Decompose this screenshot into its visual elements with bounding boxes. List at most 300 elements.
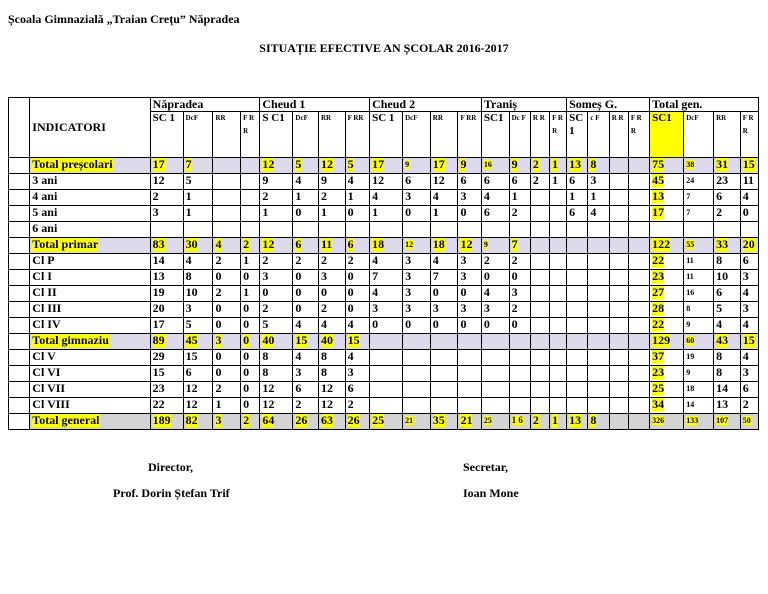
value-cell [650, 158, 684, 174]
value-text: 0 [432, 285, 439, 299]
value-cell [403, 382, 431, 398]
value-text: 2 [532, 413, 539, 427]
value-text: 12 [185, 397, 198, 411]
value-text: 0 [215, 317, 222, 331]
value-cell [481, 238, 509, 254]
row-label [30, 334, 150, 350]
row-label: Cl VII [30, 382, 150, 398]
value-cell [481, 350, 509, 366]
value-cell [345, 174, 370, 190]
value-text: 2 [320, 301, 327, 315]
table-row [9, 238, 759, 254]
value-cell [403, 254, 431, 270]
value-cell [530, 302, 549, 318]
value-cell [588, 318, 609, 334]
value-cell [345, 382, 370, 398]
value-text: 1 [185, 189, 192, 203]
value-cell [550, 254, 567, 270]
value-cell [650, 366, 684, 382]
value-cell [650, 398, 684, 414]
value-text: 326 [652, 416, 665, 425]
value-text: 0 [511, 317, 518, 331]
value-cell [345, 350, 370, 366]
value-cell [213, 270, 241, 286]
value-cell [628, 302, 649, 318]
value-cell [293, 206, 319, 222]
value-text: 22 [152, 397, 165, 411]
value-cell [714, 206, 741, 222]
subheader-cell: R R [530, 112, 549, 158]
value-cell [345, 286, 370, 302]
value-text: 4 [432, 189, 439, 203]
value-text: 7 [511, 237, 518, 251]
value-text: 0 [405, 317, 412, 331]
value-text: 0 [215, 349, 222, 363]
value-text: 7 [372, 269, 379, 283]
value-cell [150, 190, 183, 206]
value-cell [430, 398, 458, 414]
value-text: 1 [511, 189, 518, 203]
value-text: 1 [243, 285, 250, 299]
value-text: 8 [320, 365, 327, 379]
value-cell [150, 254, 183, 270]
subheader-cell: F R R [628, 112, 649, 158]
value-text: 5 [716, 301, 723, 315]
value-cell [740, 174, 758, 190]
group-total-gen: Total gen. [650, 98, 759, 112]
value-cell [609, 302, 628, 318]
subheader-cell: SC1 [481, 112, 509, 158]
value-text: 6 [295, 237, 302, 251]
value-cell [370, 270, 403, 286]
value-text: 9 [686, 368, 691, 377]
value-cell [684, 382, 714, 398]
value-text: 4 [716, 317, 723, 331]
value-cell [714, 366, 741, 382]
value-cell [260, 350, 293, 366]
value-text: 12 [262, 237, 275, 251]
value-text: 19 [686, 352, 695, 361]
value-text: 8 [590, 413, 597, 427]
value-cell [550, 222, 567, 238]
subheader-cell: DcF [684, 112, 714, 158]
value-text: 0 [511, 269, 518, 283]
value-text: 3 [511, 285, 518, 299]
row-label [30, 414, 150, 430]
value-cell [345, 238, 370, 254]
value-cell [550, 270, 567, 286]
group-tranis: Traniș [481, 98, 566, 112]
value-cell [684, 174, 714, 190]
value-text: 2 [511, 205, 518, 219]
value-text: 27 [652, 285, 665, 299]
value-cell [430, 318, 458, 334]
value-cell [740, 318, 758, 334]
value-cell [509, 334, 530, 350]
value-cell [183, 222, 213, 238]
value-text: 18 [686, 384, 695, 393]
value-cell [588, 350, 609, 366]
blank-cell [9, 350, 30, 366]
value-cell [403, 222, 431, 238]
value-cell [183, 302, 213, 318]
value-cell [150, 238, 183, 254]
value-cell [481, 206, 509, 222]
value-text: 4 [742, 285, 749, 299]
subheader-cell: DcF [293, 112, 319, 158]
value-cell [550, 382, 567, 398]
value-cell [150, 206, 183, 222]
value-cell [403, 350, 431, 366]
value-cell [567, 206, 588, 222]
value-cell [684, 238, 714, 254]
value-text: 14 [152, 253, 165, 267]
value-text: 6 [511, 173, 518, 187]
value-text: 0 [347, 269, 354, 283]
row-label: 6 ani [30, 222, 150, 238]
value-cell [183, 254, 213, 270]
table-row [9, 190, 759, 206]
value-cell [458, 270, 481, 286]
value-text: 5 [185, 317, 192, 331]
subheader-cell: SC 1 [150, 112, 183, 158]
value-cell [318, 286, 345, 302]
value-text: 13 [652, 189, 665, 203]
value-cell [567, 302, 588, 318]
value-text: 20 [152, 301, 165, 315]
value-text: 6 [347, 237, 354, 251]
value-cell [628, 190, 649, 206]
value-cell [430, 366, 458, 382]
value-cell [150, 318, 183, 334]
row-label: Cl V [30, 350, 150, 366]
value-cell [430, 382, 458, 398]
blank-cell [9, 318, 30, 334]
value-cell [509, 350, 530, 366]
value-cell [213, 286, 241, 302]
value-text: 0 [347, 301, 354, 315]
value-cell [628, 318, 649, 334]
value-cell [430, 334, 458, 350]
value-cell [345, 222, 370, 238]
value-text: 5 [185, 173, 192, 187]
value-cell [509, 254, 530, 270]
value-cell [628, 366, 649, 382]
table-row [9, 270, 759, 286]
value-text: 15 [742, 157, 755, 171]
value-cell [318, 174, 345, 190]
value-text: 0 [243, 317, 250, 331]
subheader-cell: S C1 [260, 112, 293, 158]
value-text: 82 [185, 413, 198, 427]
subheader-cell: RR [714, 112, 741, 158]
value-text: 22 [652, 317, 665, 331]
value-cell [430, 254, 458, 270]
value-text: 12 [152, 173, 165, 187]
group-somes-g: Someș G. [567, 98, 650, 112]
value-cell [150, 334, 183, 350]
value-cell [403, 286, 431, 302]
value-cell [458, 158, 481, 174]
value-cell [530, 318, 549, 334]
value-text: 17 [652, 205, 665, 219]
value-cell [260, 302, 293, 318]
value-cell [318, 382, 345, 398]
subheader-cell: F R R [241, 112, 260, 158]
value-text: 26 [295, 413, 308, 427]
row-label: Cl II [30, 286, 150, 302]
value-cell [650, 190, 684, 206]
value-text: 6 [716, 285, 723, 299]
blank-cell [9, 158, 30, 174]
value-text: 13 [716, 397, 729, 411]
value-cell [345, 158, 370, 174]
value-cell [241, 190, 260, 206]
value-text: 7 [432, 269, 439, 283]
value-text: 6 [460, 173, 467, 187]
value-cell [213, 206, 241, 222]
row-label: Cl I [30, 270, 150, 286]
value-text: 64 [262, 413, 275, 427]
value-text: 12 [372, 173, 385, 187]
value-cell [403, 318, 431, 334]
value-text: 3 [742, 365, 749, 379]
subheader-cell: F R R [550, 112, 567, 158]
value-cell [628, 398, 649, 414]
value-cell [260, 174, 293, 190]
value-cell [213, 222, 241, 238]
value-text: 3 [483, 301, 490, 315]
value-text: 17 [372, 157, 385, 171]
value-cell [430, 286, 458, 302]
value-text: 55 [686, 240, 695, 249]
group-napradea: Năpradea [150, 98, 260, 112]
value-cell [714, 382, 741, 398]
value-cell [530, 206, 549, 222]
value-cell [403, 190, 431, 206]
subheader-cell: Dc F [509, 112, 530, 158]
value-text: 13 [569, 413, 582, 427]
value-cell [430, 302, 458, 318]
value-cell [530, 334, 549, 350]
value-cell [588, 206, 609, 222]
value-text: 9 [483, 240, 488, 249]
subheader-cell: RR [318, 112, 345, 158]
value-text: 8 [686, 304, 691, 313]
value-cell [260, 254, 293, 270]
value-text: 37 [652, 349, 665, 363]
value-text: 43 [716, 333, 729, 347]
value-cell [370, 318, 403, 334]
director-title: Director, [148, 460, 193, 474]
value-cell [609, 206, 628, 222]
value-cell [609, 286, 628, 302]
value-text: 133 [686, 416, 699, 425]
value-text: 2 [532, 173, 539, 187]
value-cell [260, 366, 293, 382]
value-cell [740, 350, 758, 366]
value-text: 40 [262, 333, 275, 347]
value-cell [458, 254, 481, 270]
value-text: 4 [215, 237, 222, 251]
value-text: 3 [372, 301, 379, 315]
value-cell [403, 158, 431, 174]
value-cell [550, 318, 567, 334]
value-cell [567, 286, 588, 302]
value-cell [318, 302, 345, 318]
value-text: 2 [215, 381, 222, 395]
value-text: 12 [320, 397, 333, 411]
value-text: 15 [295, 333, 308, 347]
value-text: 0 [243, 333, 250, 347]
value-cell [628, 334, 649, 350]
value-text: 2 [347, 253, 354, 267]
value-cell [430, 270, 458, 286]
value-cell [481, 158, 509, 174]
value-cell [481, 286, 509, 302]
value-cell [318, 366, 345, 382]
value-text: 12 [320, 381, 333, 395]
value-text: 8 [716, 253, 723, 267]
value-cell [370, 286, 403, 302]
value-cell [293, 398, 319, 414]
value-cell [430, 158, 458, 174]
value-cell [714, 238, 741, 254]
value-text: 18 [372, 237, 385, 251]
value-cell [213, 318, 241, 334]
value-cell [650, 238, 684, 254]
value-text: 12 [262, 157, 275, 171]
value-cell [293, 174, 319, 190]
value-text: 1 [243, 253, 250, 267]
value-cell [550, 366, 567, 382]
blank-cell [9, 382, 30, 398]
value-cell [740, 158, 758, 174]
value-cell [345, 414, 370, 430]
row-label-text: Total primar [32, 237, 99, 251]
value-text: 60 [686, 336, 695, 345]
value-text: 13 [569, 157, 582, 171]
value-cell [213, 158, 241, 174]
value-cell [609, 254, 628, 270]
table-row [9, 158, 759, 174]
value-cell [150, 158, 183, 174]
value-cell [567, 174, 588, 190]
value-text: 1 [262, 205, 269, 219]
value-text: 3 [432, 301, 439, 315]
value-cell [241, 270, 260, 286]
value-cell [430, 222, 458, 238]
value-cell [650, 174, 684, 190]
value-cell [345, 302, 370, 318]
value-text: 0 [460, 205, 467, 219]
value-cell [567, 270, 588, 286]
table-row [9, 382, 759, 398]
value-cell [458, 190, 481, 206]
value-cell [293, 270, 319, 286]
blank-corner-cell [9, 98, 30, 158]
value-cell [530, 238, 549, 254]
value-text: 1 [590, 189, 597, 203]
value-cell [150, 366, 183, 382]
director-name: Prof. Dorin Ștefan Trif [113, 486, 230, 500]
value-cell [293, 302, 319, 318]
value-cell [260, 382, 293, 398]
value-text: 17 [152, 317, 165, 331]
value-text: 1 [295, 189, 302, 203]
value-cell [458, 318, 481, 334]
value-text: 35 [432, 413, 445, 427]
value-cell [293, 190, 319, 206]
value-text: 16 [686, 288, 695, 297]
value-cell [260, 398, 293, 414]
value-cell [550, 190, 567, 206]
blank-cell [9, 190, 30, 206]
value-cell [714, 190, 741, 206]
value-cell [241, 382, 260, 398]
value-text: 14 [716, 381, 729, 395]
value-text: 6 [569, 173, 576, 187]
value-text: 6 [742, 381, 749, 395]
value-text: 1 6 [511, 415, 523, 425]
value-text: 0 [262, 285, 269, 299]
value-cell [241, 302, 260, 318]
value-text: 0 [483, 317, 490, 331]
value-text: 3 [320, 269, 327, 283]
value-cell [684, 206, 714, 222]
value-cell [345, 270, 370, 286]
value-text: 4 [372, 189, 379, 203]
group-cheud-2: Cheud 2 [370, 98, 482, 112]
subheader-cell: RR [430, 112, 458, 158]
value-cell [684, 158, 714, 174]
value-text: 189 [152, 413, 171, 427]
value-cell [509, 222, 530, 238]
value-cell [150, 286, 183, 302]
value-text: 6 [295, 381, 302, 395]
value-cell [684, 318, 714, 334]
value-cell [318, 270, 345, 286]
value-cell [183, 174, 213, 190]
value-text: 6 [185, 365, 192, 379]
value-cell [588, 382, 609, 398]
group-header-row [9, 98, 759, 112]
value-text: 0 [295, 269, 302, 283]
value-cell [509, 190, 530, 206]
value-cell [628, 414, 649, 430]
value-cell [740, 286, 758, 302]
value-cell [714, 350, 741, 366]
value-text: 4 [483, 189, 490, 203]
value-cell [403, 238, 431, 254]
value-cell [318, 222, 345, 238]
value-cell [650, 286, 684, 302]
table-row [9, 174, 759, 190]
value-cell [530, 158, 549, 174]
value-text: 0 [372, 317, 379, 331]
value-cell [370, 174, 403, 190]
value-cell [293, 334, 319, 350]
value-cell [293, 238, 319, 254]
value-cell [650, 334, 684, 350]
value-text: 8 [716, 349, 723, 363]
value-text: 0 [405, 205, 412, 219]
blank-cell [9, 206, 30, 222]
value-text: 0 [243, 301, 250, 315]
value-text: 2 [215, 253, 222, 267]
value-cell [684, 334, 714, 350]
value-text: 4 [590, 205, 597, 219]
